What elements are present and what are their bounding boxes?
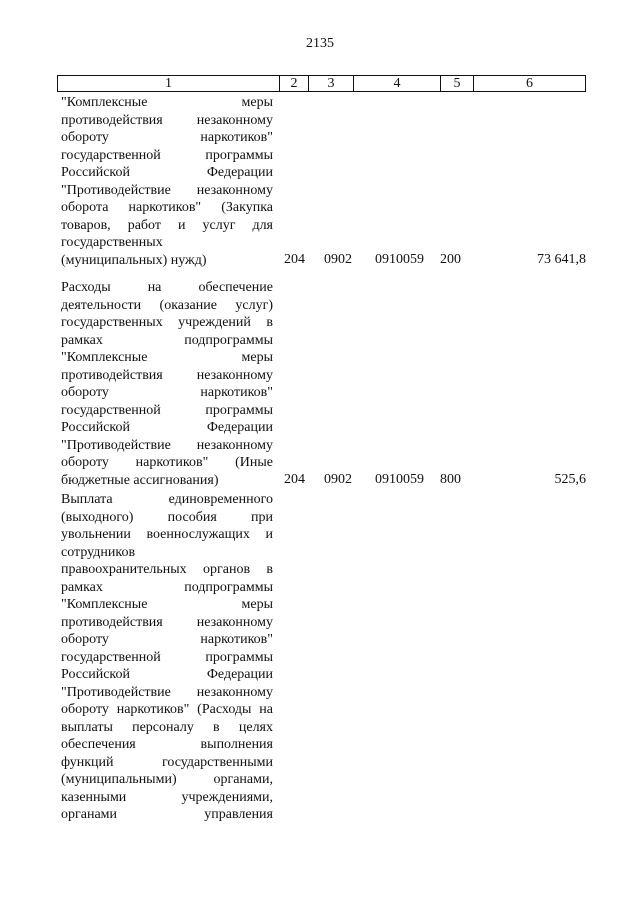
desc-line: государственных учреждений в	[61, 315, 273, 330]
desc-line: оборота наркотиков" (Закупка	[61, 200, 273, 215]
cell-col-5: 200	[440, 251, 461, 267]
header-col-6: 6	[526, 76, 533, 91]
cell-col-2: 204	[284, 251, 305, 267]
row-description	[61, 491, 273, 824]
cell-col-2: 204	[284, 471, 305, 487]
cell-col-3: 0902	[324, 471, 352, 487]
desc-line: (выходного) пособия при	[61, 509, 273, 525]
cell-col-4: 0910059	[375, 471, 424, 487]
desc-line: рамках подпрограммы	[61, 332, 273, 348]
desc-line: выплаты персоналу в целях	[61, 719, 273, 735]
desc-line: государственной программы	[61, 402, 273, 418]
desc-line: товаров, работ и услуг для	[61, 217, 273, 233]
cell-col-5: 800	[440, 471, 461, 487]
desc-line: государственной программы	[61, 649, 273, 665]
desc-line: противодействия незаконному	[61, 112, 273, 128]
cell-col-4: 0910059	[375, 251, 424, 267]
desc-line: увольнении военнослужащих и	[61, 527, 273, 542]
desc-line: функций государственными	[61, 754, 273, 770]
cell-col-6: 525,6	[554, 471, 586, 487]
desc-line: "Комплексные меры	[61, 350, 273, 365]
desc-line: противодействия незаконному	[61, 367, 273, 383]
header-col-3: 3	[309, 76, 354, 91]
desc-line: "Противодействие незаконному	[61, 437, 273, 453]
desc-line: "Противодействие незаконному	[61, 684, 273, 700]
cell-col-6: 73 641,8	[537, 251, 586, 267]
desc-line: сотрудников	[61, 544, 136, 560]
row-description	[61, 279, 273, 489]
desc-line: рамках подпрограммы	[61, 579, 273, 595]
desc-line: обороту наркотиков"	[61, 385, 273, 400]
desc-line: обороту наркотиков" (Иные	[61, 455, 273, 470]
desc-line: обороту наркотиков" (Расходы на	[61, 702, 273, 717]
desc-line: обороту наркотиков"	[61, 632, 273, 647]
desc-line: государственной программы	[61, 147, 273, 163]
desc-line: Российской Федерации	[61, 165, 273, 180]
desc-line: "Комплексные меры	[61, 95, 273, 110]
header-col-5: 5	[441, 76, 474, 91]
row-description	[61, 94, 273, 269]
desc-line: Российской Федерации	[61, 420, 273, 435]
desc-line: Выплата единовременного	[61, 492, 273, 507]
page-number: 2135	[306, 36, 334, 51]
desc-line: обороту наркотиков"	[61, 130, 273, 145]
desc-line: государственных	[61, 235, 163, 250]
desc-line: деятельности (оказание услуг)	[61, 297, 273, 313]
header-col-2: 2	[280, 76, 309, 91]
header-col-4: 4	[354, 76, 441, 91]
desc-line: (муниципальными) органами,	[61, 772, 273, 787]
table-header	[57, 75, 586, 92]
desc-line: противодействия незаконному	[61, 614, 273, 630]
desc-line: обеспечения выполнения	[61, 737, 273, 752]
desc-line: "Комплексные меры	[61, 597, 273, 612]
desc-line: органами управления	[61, 807, 273, 822]
desc-line: казенными учреждениями,	[61, 789, 273, 805]
desc-line: Российской Федерации	[61, 667, 273, 682]
desc-line: "Противодействие незаконному	[61, 182, 273, 198]
cell-col-3: 0902	[324, 251, 352, 267]
desc-line: Расходы на обеспечение	[61, 280, 273, 295]
desc-line: (муниципальных) нужд)	[61, 252, 207, 268]
header-col-1: 1	[58, 76, 280, 91]
desc-line: правоохранительных органов в	[61, 562, 273, 577]
desc-line: бюджетные ассигнования)	[61, 472, 219, 488]
